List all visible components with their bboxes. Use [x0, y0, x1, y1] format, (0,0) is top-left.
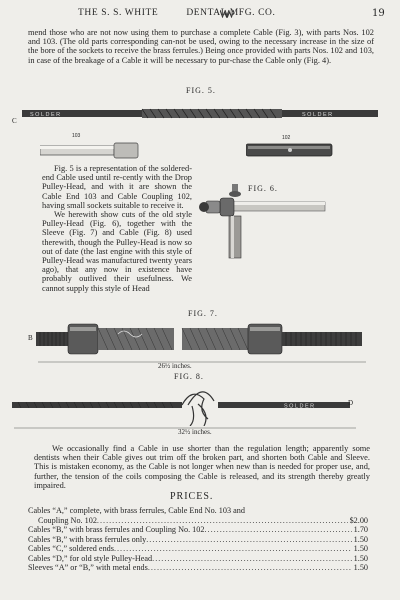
leader-dots — [152, 554, 352, 564]
price-item-name: Coupling No. 102 — [38, 515, 97, 525]
price-item-amount: 1.50 — [353, 563, 368, 572]
price-item-amount: 1.50 — [353, 553, 368, 563]
fig5-soldered-cable — [14, 106, 386, 122]
price-row — [28, 516, 368, 526]
price-item-name: Sleeves “A” or “B,” with metal ends — [28, 563, 148, 572]
price-row — [28, 563, 368, 573]
price-item-name: Cables “D,” for old style Pulley-Head — [28, 553, 153, 563]
price-item-name: Cables “B,” with brass ferrules only — [28, 534, 147, 544]
fig7-letter-b: B — [28, 334, 34, 342]
page-header — [0, 8, 400, 22]
price-row — [28, 554, 368, 564]
price-row — [28, 544, 368, 554]
fig6-pulley-head — [196, 180, 331, 260]
leader-dots — [204, 525, 351, 535]
price-item-amount: $2.00 — [349, 515, 368, 525]
leader-dots — [114, 544, 352, 554]
prices-heading: PRICES. — [170, 491, 214, 502]
side-paragraph-2: We herewith show cuts of the old style Pulley-Head (Fig. 6), together with the Sleeve (Fig. 7) and Cable (Fig. 8) used therewith, though the Pulley-Head is now so out of date (the last engine with this style of Pulley-Head was manufactured twenty years ago), that any now in existence have probably outlived their usefulness. We cannot supply this style of Head — [42, 210, 192, 293]
side-description — [42, 164, 192, 293]
bottom-paragraph: We occasionally find a Cable in use shorter than the regulation length; apparently some dentists when their Cable gives out trim off the broken part, and shorten both Cable and Sleeve. This is mistaken economy, as the Cable is not longer when new than is needed for proper use, and, further, the tension of the coils composing the Cable is released, and its strength thereby greatly impaired. — [34, 444, 370, 490]
intro-paragraph: mend those who are not now using them to purchase a complete Cable (Fig. 3), with parts Nos. 102 and 103. (The old parts corresponding can-not be used, owing to the necessary increase in the size of the bore of the sockets to receive the brass ferrules.) Being once provided with parts Nos. 102 and 103, in case of the breakage of a Cable it will be necessary to pur-chase the Cable only (Fig. 4). — [28, 28, 374, 65]
fig8-solder-text: SOLDER — [284, 403, 316, 410]
fig8-label: FIG. 8. — [174, 372, 204, 381]
part-103-label: 103 — [72, 133, 81, 139]
price-item-name: Cables “B,” with brass ferrules and Coupling No. 102 — [28, 525, 205, 534]
price-item-amount: 1.50 — [353, 534, 368, 544]
price-item-amount: 1.50 — [353, 544, 368, 553]
price-row — [28, 525, 368, 535]
leader-dots — [97, 516, 348, 526]
fig7-label: FIG. 7. — [188, 309, 218, 318]
fig7-dimension-text: 26½ inches. — [158, 362, 192, 370]
fig5-letter-c: C — [12, 117, 18, 125]
fig5-solder-left-text: SOLDER — [30, 112, 62, 118]
company-logo-icon — [220, 9, 234, 18]
price-item-name: Cables “A,” complete, with brass ferrules, Cable End No. 103 and — [28, 506, 245, 515]
price-row — [28, 506, 368, 516]
price-item-amount: 1.70 — [353, 525, 368, 534]
fig8-letter-d: D — [348, 399, 355, 407]
header-company-name: THE S. S. WHITE — [78, 8, 159, 18]
page-number: 19 — [372, 8, 385, 19]
fig5-solder-right-text: SOLDER — [302, 112, 334, 118]
leader-dots — [148, 563, 352, 573]
leader-dots — [146, 535, 351, 545]
fig7-sleeve — [36, 318, 368, 360]
fig8-dimension-text: 32½ inches. — [178, 428, 212, 436]
fig6-label: FIG. 6. — [248, 184, 278, 193]
price-item-name: Cables “C,” soldered ends — [28, 544, 114, 553]
fig8-cable — [12, 382, 358, 426]
cable-end-103 — [40, 140, 140, 160]
header-company-suffix: DENTAL MFG. CO. — [186, 8, 276, 18]
side-paragraph-1: Fig. 5 is a representation of the soldered-end Cable used until re-cently with the Drop Pulley-Head, and with it are shown the Cable End 103 and Cable Coupling 102, having small sockets suitable to receive it. — [42, 164, 192, 210]
cable-coupling-102 — [246, 142, 336, 158]
part-102-label: 102 — [282, 135, 291, 141]
price-row — [28, 535, 368, 545]
header-title — [78, 8, 275, 18]
fig7-dimension-line — [36, 358, 368, 366]
fig5-label: FIG. 5. — [186, 86, 216, 95]
price-list — [28, 506, 368, 573]
